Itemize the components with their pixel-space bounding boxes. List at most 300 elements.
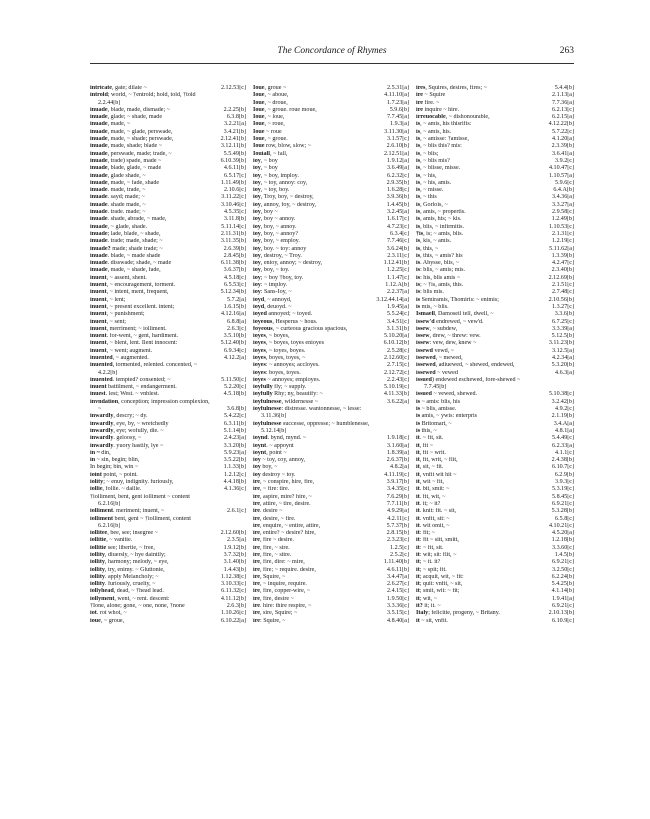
entry-text: [90, 231, 219, 238]
rhyme-entry: [416, 85, 574, 92]
reference: [407, 406, 409, 413]
rhyme-words: amis, ~ ywis: enterpris: [420, 413, 478, 420]
rhyme-words: , Troy, boy, ~ destroy,: [260, 194, 314, 201]
headword: iollyment: [90, 595, 115, 602]
headword: issued: [416, 391, 432, 398]
rhyme-words: , sire, Squire; ~: [260, 610, 298, 617]
headword: ire: [253, 610, 260, 617]
rhyme-entry: [90, 464, 246, 471]
reference: 5.12.5[b]: [551, 333, 574, 340]
reference: 1.2.25[c]: [387, 267, 409, 274]
entry-text: [90, 348, 222, 355]
rhyme-words: . disswade; shade, ~ made: [107, 260, 172, 267]
reference: 3.4.36[a]: [552, 194, 574, 201]
rhyme-entry: [416, 326, 574, 333]
rhyme-words: , harmony; melody, ~ eye,: [104, 559, 169, 566]
headword: invndation: [90, 398, 119, 405]
rhyme-words: 7.7.45[b]: [424, 384, 447, 391]
entry-text: [90, 567, 222, 574]
reference: 2.3.5[a]: [227, 537, 246, 544]
headword: it: [416, 500, 420, 507]
entry-text: [416, 114, 550, 121]
headword: Iouiall: [253, 150, 270, 157]
reference: 3.9.17[b]: [386, 479, 409, 486]
rhyme-words: din,: [99, 449, 111, 456]
rhyme-words: , vnfit wit hit ~: [419, 471, 457, 478]
rhyme-words: . vnfit, sit: ~: [419, 515, 450, 522]
headword: issew'd: [416, 318, 435, 325]
rhyme-words: , point ~: [266, 449, 287, 456]
entry-text: [253, 143, 385, 150]
entry-text: [416, 450, 553, 457]
headword: inuade: [90, 136, 108, 143]
rhyme-words: , ~ subdew,: [429, 325, 458, 332]
entry-text: [416, 479, 553, 486]
headword: ire: [253, 479, 260, 486]
rhyme-entry: [90, 216, 246, 223]
headword: inuade: [90, 187, 108, 194]
rhyme-entry: [253, 421, 409, 428]
headword: issewed: [416, 369, 436, 376]
rhyme-words: , went, ~ rent. descent:: [114, 595, 170, 602]
headword: is: [416, 267, 421, 274]
headword: ire: [253, 486, 260, 493]
entry-text: [416, 370, 553, 377]
rhyme-words: . hire: thire respire, ~: [260, 603, 312, 610]
rhyme-entry: [90, 297, 246, 304]
reference: 3.2.45[a]: [387, 209, 409, 216]
entry-text: [253, 238, 385, 245]
reference: 1.4.43[b]: [223, 566, 246, 573]
rhyme-words: , ~ encouragement, torment.: [106, 282, 176, 289]
headword: inuented: [90, 354, 113, 361]
entry-text: [90, 92, 244, 99]
entry-text: [253, 443, 385, 450]
entry-text: [253, 450, 385, 457]
rhyme-words: ) endewed eschewed, fore-shewed ~: [431, 376, 521, 383]
rhyme-words: , ~ droue,: [264, 99, 288, 106]
headword: is: [416, 165, 421, 172]
reference: 5.11.50[c]: [221, 376, 246, 383]
rhyme-entry: [253, 165, 409, 172]
reference: 5.10.19[c]: [383, 384, 409, 391]
rhyme-words: ~ annoyes; employes.: [265, 376, 321, 383]
headword: ioint: [90, 471, 102, 478]
headword: inuented: [90, 362, 113, 369]
entry-text: [416, 428, 553, 435]
rhyme-words: , ~ blis mis?: [420, 157, 450, 164]
headword: ioy: [253, 252, 261, 259]
reference: 5.9.6[c]: [555, 179, 574, 186]
reference: 1.4.45[b]: [386, 201, 409, 208]
entry-text: [416, 107, 550, 114]
headword: ioyes: [253, 333, 266, 340]
rhyme-entry: [253, 311, 409, 318]
entry-text: [90, 107, 222, 114]
headword: issewed: [416, 362, 436, 369]
entry-text: [90, 603, 225, 610]
rhyme-entry: [416, 588, 574, 595]
headword: ioynt: [253, 449, 267, 456]
rhyme-words: , ~ dishonourable,: [445, 114, 490, 121]
entry-text: [416, 421, 552, 428]
headword: ire: [253, 500, 260, 507]
rhyme-words: , entire? ~ desire? hire,: [260, 530, 316, 537]
entry-text: [416, 216, 550, 223]
rhyme-words: : vew, dew, knew ~: [429, 340, 477, 347]
entry-text: [416, 574, 550, 581]
rhyme-entry: [253, 216, 409, 223]
rhyme-entry: [416, 508, 574, 515]
rhyme-words: mis, ~ blis.: [420, 303, 449, 310]
rhyme-entry: [253, 618, 409, 625]
rhyme-entry: [90, 238, 246, 245]
rhyme-entry: [416, 92, 574, 99]
reference: 1.9.12[a]: [387, 157, 409, 164]
entry-text: [253, 413, 407, 420]
entry-text: [90, 216, 222, 223]
rhyme-words: ~ blis, amisse.: [420, 406, 457, 413]
entry-text: [416, 209, 550, 216]
headword: it: [416, 515, 420, 522]
reference: 3.11.35[b]: [220, 238, 246, 245]
entry-text: [90, 297, 225, 304]
rhyme-words: ; smit, wit: ~ fit;: [419, 588, 460, 595]
headword: ire: [253, 544, 260, 551]
rhyme-entry: [90, 304, 246, 311]
reference: 5.4.22[c]: [224, 413, 246, 420]
headword: ioyeous: [253, 318, 273, 325]
reference: 2.12.60[c]: [383, 354, 409, 361]
rhyme-entry: [90, 384, 246, 391]
entry-text: [416, 384, 572, 391]
rhyme-entry: [90, 246, 246, 253]
reference: 3.3.20[b]: [223, 442, 246, 449]
rhyme-words: , attire, ~ tire, desire.: [260, 500, 311, 507]
rhyme-words: , fire; ~ require. desire,: [260, 566, 316, 573]
reference: 2.6.10[b]: [386, 143, 409, 150]
reference: 5.10.38[c]: [548, 391, 574, 398]
rhyme-words: , blis, ~ infirmitis.: [420, 223, 465, 230]
rhyme-words: , aspire, mire? hire, ~: [260, 493, 312, 500]
entry-text: [253, 253, 385, 260]
reference: 3.7.32[b]: [223, 552, 246, 558]
reference: 1.4.5[b]: [554, 552, 574, 558]
entry-text: [90, 581, 219, 588]
rhyme-words: . desire ~: [260, 508, 283, 515]
headword: is: [416, 223, 421, 230]
rhyme-entry: [253, 100, 409, 107]
entry-text: [416, 552, 553, 559]
rhyme-words: successe, oppresse; ~ humblenesse,: [281, 420, 370, 427]
rhyme-entry: [90, 151, 246, 158]
rhyme-entry: [416, 289, 574, 296]
rhyme-entry: [253, 114, 409, 121]
rhyme-entry: [253, 508, 409, 515]
entry-text: [416, 377, 572, 384]
reference: 2.6.37[b]: [386, 457, 409, 464]
headword: iolliment: [90, 508, 114, 515]
rhyme-words: , ~ blis this? mis:: [420, 143, 462, 150]
reference: 1.9.12[b]: [223, 544, 246, 551]
rhyme-entry: [90, 260, 246, 267]
rhyme-entry: [253, 333, 409, 340]
headword: it: [416, 566, 420, 573]
headword: ire: [253, 573, 260, 580]
rhyme-entry: [416, 151, 574, 158]
reference: 3.3.36[c]: [387, 603, 409, 610]
rhyme-entry: [416, 435, 574, 442]
rhyme-entry: [253, 559, 409, 566]
reference: 1.7.23[a]: [387, 99, 409, 106]
rhyme-entry: [90, 552, 246, 559]
reference: [244, 523, 246, 530]
rhyme-words: . tempted? consented; ~: [112, 376, 171, 383]
rhyme-words: , groue ~: [264, 85, 287, 91]
rhyme-entry: [416, 443, 574, 450]
entry-text: [90, 450, 222, 457]
headword: ire: [253, 508, 260, 515]
entry-text: [90, 180, 219, 187]
reference: 3.2.42[b]: [551, 398, 574, 405]
headword: inwardly: [90, 427, 114, 434]
headword: ioyfulnesse: [253, 406, 282, 413]
entry-text: [416, 516, 553, 523]
headword: ioynt: [253, 442, 267, 449]
rhyme-entry: [90, 202, 246, 209]
entry-text: [253, 508, 385, 515]
headword: inuade: [90, 194, 108, 201]
entry-text: [253, 151, 382, 158]
rhyme-entry: [90, 391, 246, 398]
entry-text: [416, 297, 547, 304]
rhyme-words: ; world, ~ †entrold; hold, told, †told: [107, 92, 196, 99]
entry-text: [90, 610, 219, 617]
rhyme-entry: [416, 399, 574, 406]
reference: 3.4.47[a]: [387, 573, 409, 580]
reference: 3.3.27[a]: [552, 201, 574, 208]
reference: 2.4.15[c]: [387, 588, 409, 595]
rhyme-entry: [90, 136, 246, 143]
entry-text: [90, 304, 222, 311]
headword: ire: [253, 595, 260, 602]
rhyme-words: Britomart, ~: [420, 420, 452, 427]
rhyme-words: , boy ~: [260, 209, 278, 216]
reference: 2.12.69[b]: [548, 274, 574, 281]
headword: issewed: [416, 354, 436, 361]
headword: issued: [416, 376, 432, 383]
rhyme-words: , adiuewed, ~ shewed, endewed,: [435, 362, 515, 369]
headword: is: [416, 157, 421, 164]
reference: 6.10.39[b]: [220, 157, 246, 164]
headword: ires: [416, 85, 426, 91]
reference: 5.4.49[c]: [552, 435, 574, 442]
rhyme-words: 6.2.16[b]: [98, 500, 121, 507]
rhyme-words: , sit, ~ fit.: [419, 464, 444, 471]
reference: 5.7.37[b]: [386, 522, 409, 529]
rhyme-entry: [90, 567, 246, 574]
entry-text: [90, 494, 244, 501]
rhyme-words: ~ vewed: [435, 369, 458, 376]
reference: 4.1.36[c]: [224, 486, 246, 493]
rhyme-entry: [90, 114, 246, 121]
reference: 2.11.31[b]: [220, 230, 246, 237]
reference: 3.12.5[a]: [552, 347, 574, 354]
rhyme-entry: [416, 275, 574, 282]
reference: 5.4.4[b]: [554, 85, 574, 91]
headword: ire: [253, 515, 260, 522]
headword: is: [416, 194, 421, 201]
rhyme-words: . lest; West. ~ vnblest.: [105, 391, 160, 398]
reference: 3.5.22[b]: [223, 457, 246, 464]
entry-text: [253, 596, 385, 603]
headword: inwardly: [90, 413, 114, 420]
headword: iolity: [90, 479, 104, 486]
entry-text: [90, 421, 222, 428]
entry-text: [90, 435, 222, 442]
rhyme-entry: [416, 523, 574, 530]
entry-text: [253, 246, 385, 253]
entry-text: [416, 289, 550, 296]
rhyme-entry: [253, 158, 409, 165]
reference: 4.5.20[a]: [552, 530, 574, 537]
entry-text: [253, 260, 382, 267]
rhyme-words: , wit ~ fit,: [419, 479, 444, 486]
headword: it: [416, 617, 420, 624]
rhyme-words: , perswade, made; trade, ~: [107, 150, 172, 157]
headword: inuade?: [90, 245, 111, 252]
rhyme-entry: [416, 187, 574, 194]
reference: 3.6.41[a]: [552, 150, 574, 157]
rhyme-words: , ~ blis;: [420, 150, 439, 157]
rhyme-entry: [253, 129, 409, 136]
entry-text: [253, 399, 385, 406]
reference: 6.11.32[c]: [221, 588, 246, 595]
rhyme-entry: [90, 289, 246, 296]
headword: inuade: [90, 201, 108, 208]
rhyme-entry: [90, 537, 246, 544]
rhyme-words: , Gorlois, ~: [420, 201, 448, 208]
headword: is: [416, 150, 421, 157]
rhyme-words: ~ sit, vnfit.: [419, 617, 448, 624]
headword: ire: [253, 559, 260, 566]
reference: 3.11.22[c]: [221, 194, 246, 201]
reference: 6.11.38[b]: [220, 260, 246, 267]
reference: 6.9.21[c]: [552, 559, 574, 566]
headword: ioy: [253, 260, 261, 267]
rhyme-words: ; acquit, wit, ~ fit:: [419, 573, 464, 580]
entry-text: [253, 552, 388, 559]
entry-text: [416, 413, 550, 420]
rhyme-entry: [90, 508, 246, 515]
rhyme-words: , ~ annoyd,: [264, 296, 292, 303]
rhyme-entry: [90, 143, 246, 150]
rhyme-words: , ~ assent, shent.: [106, 274, 147, 281]
headword: in: [90, 457, 96, 464]
rhyme-entry: [416, 603, 574, 610]
headword: ioyed: [253, 311, 267, 318]
rhyme-words: ; ~ boy †boy, toy.: [260, 274, 304, 281]
rhyme-entry: [253, 567, 409, 574]
headword: is: [416, 420, 421, 427]
entry-text: [90, 289, 219, 296]
rhyme-words: , fire, ~ sitre.: [260, 552, 292, 558]
headword: it: [416, 479, 420, 486]
rhyme-words: , trade) spade, made ~: [107, 157, 162, 164]
entry-text: [416, 399, 550, 406]
rhyme-words: : distresse. wantonnesse, ~ lesse:: [281, 406, 362, 413]
headword: inuent: [90, 347, 107, 354]
rhyme-words: row, blow, slow; ~: [264, 143, 312, 150]
headword: iollitie: [90, 537, 107, 544]
rhyme-entry: [253, 443, 409, 450]
reference: 4.10.47[c]: [548, 165, 574, 172]
entry-text: [253, 173, 385, 180]
headword: inuade: [90, 165, 108, 172]
entry-text: [416, 194, 550, 201]
entry-text: [253, 275, 385, 282]
rhyme-entry: [416, 391, 574, 398]
rhyme-entry: [416, 100, 574, 107]
entry-text: [253, 340, 382, 347]
rhyme-words: , wildernesse ~: [281, 398, 319, 405]
headword: it: [416, 537, 420, 544]
rhyme-words: fire. ~: [423, 99, 440, 106]
entry-text: [253, 282, 383, 289]
entry-text: [90, 559, 222, 566]
reference: 6.2.13[c]: [552, 106, 574, 113]
rhyme-words: , glade; ~ shade, made: [107, 114, 163, 121]
reference: 5.3.20[b]: [551, 362, 574, 369]
rhyme-entry: [416, 194, 574, 201]
headword: introld: [90, 92, 108, 99]
rhyme-entry: [253, 486, 409, 493]
rhyme-words: , follie. ~ dallie.: [102, 486, 142, 493]
entry-text: [253, 92, 382, 99]
entry-text: [253, 428, 407, 435]
rhyme-entry: [416, 530, 574, 537]
entry-text: [253, 377, 385, 384]
rhyme-words: boy, ~: [260, 464, 278, 471]
headword: iollity: [90, 573, 105, 580]
entry-text: [416, 224, 547, 231]
rhyme-entry: [253, 297, 409, 304]
reference: 3.9.2[c]: [555, 157, 574, 164]
headword: issewd: [416, 347, 433, 354]
entry-text: [416, 435, 550, 442]
headword: irreuocable: [416, 114, 446, 121]
reference: 4.12.22[b]: [548, 121, 574, 128]
rhyme-words: Rhy; ny, beautify: ~: [272, 391, 323, 398]
headword: it: [416, 442, 420, 449]
rhyme-entry: [253, 194, 409, 201]
entry-text: [90, 464, 222, 471]
entry-text: [416, 326, 550, 333]
rhyme-words: . ~ fit, sit.: [419, 435, 444, 442]
rhyme-entry: [416, 216, 574, 223]
rhyme-words: : his, blis amis ~: [420, 274, 461, 281]
headword: inuent: [90, 325, 107, 332]
rhyme-words: , this, ~ amis? his: [420, 252, 463, 259]
rhyme-entry: [416, 537, 574, 544]
entry-text: [416, 231, 550, 238]
entry-text: [253, 435, 385, 442]
reference: 6.2.15[a]: [552, 114, 574, 121]
entry-text: [416, 165, 547, 172]
rhyme-entry: [90, 173, 246, 180]
reference: 3.3.39[a]: [552, 325, 574, 332]
reference: 2.6.1[c]: [227, 508, 246, 515]
